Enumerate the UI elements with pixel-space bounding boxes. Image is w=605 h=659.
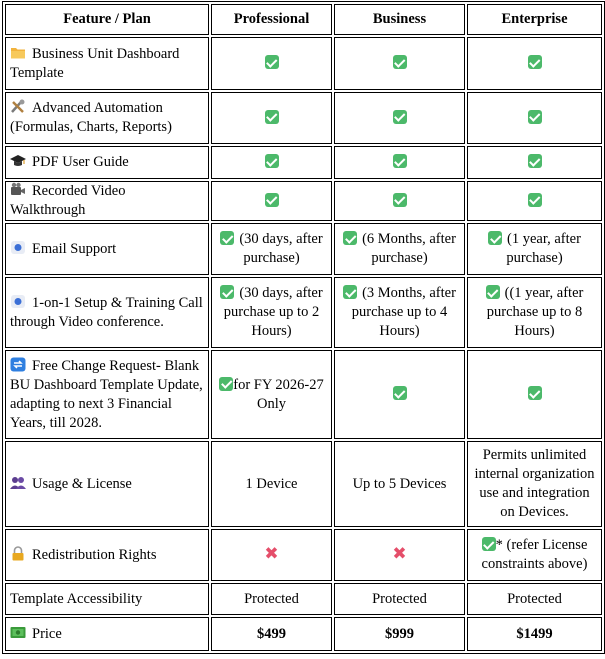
check-icon bbox=[528, 193, 542, 207]
check-icon bbox=[265, 193, 279, 207]
feature-cell: Template Accessibility bbox=[5, 583, 209, 615]
feature-cell: PDF User Guide bbox=[5, 146, 209, 179]
check-icon bbox=[528, 55, 542, 69]
check-icon bbox=[220, 231, 234, 245]
video-camera-icon bbox=[10, 182, 26, 197]
cross-icon: ✖ bbox=[264, 544, 279, 564]
price-enterprise: $1499 bbox=[467, 617, 602, 651]
feature-cell: Free Change Request- Blank BU Dashboard Template Update, adapting to next 3 Financial Years, till 2028. bbox=[5, 350, 209, 439]
lock-icon bbox=[10, 546, 26, 561]
enterprise-header: Enterprise bbox=[467, 4, 602, 35]
check-icon bbox=[343, 285, 357, 299]
check-icon bbox=[528, 386, 542, 400]
table-row: Email Support (30 days, after purchase) (6 Months, after purchase) (1 year, after purchase) bbox=[5, 223, 602, 275]
users-icon bbox=[10, 475, 26, 490]
money-icon bbox=[10, 625, 26, 640]
feature-cell: 1-on-1 Setup & Training Call through Video conference. bbox=[5, 277, 209, 348]
graduation-cap-icon bbox=[10, 153, 26, 168]
feature-cell: Email Support bbox=[5, 223, 209, 275]
price-professional: $499 bbox=[211, 617, 332, 651]
check-icon bbox=[219, 377, 233, 391]
feature-cell: Redistribution Rights bbox=[5, 529, 209, 581]
table-row: Free Change Request- Blank BU Dashboard Template Update, adapting to next 3 Financial Years, till 2028. for FY 2026-27 Only bbox=[5, 350, 602, 439]
pricing-comparison-table bbox=[2, 1, 605, 654]
check-icon bbox=[528, 110, 542, 124]
blue-circle-icon bbox=[10, 294, 26, 309]
check-icon bbox=[393, 110, 407, 124]
table-row bbox=[5, 181, 602, 221]
feature-cell: Usage & License bbox=[5, 441, 209, 527]
feature-cell: Business Unit Dashboard Template bbox=[5, 37, 209, 90]
check-icon bbox=[393, 193, 407, 207]
folder-icon bbox=[10, 45, 26, 60]
check-icon bbox=[220, 285, 234, 299]
business-header: Business bbox=[334, 4, 465, 35]
feature-plan-header: Feature / Plan bbox=[5, 4, 209, 35]
table-header-row bbox=[5, 4, 602, 35]
table-row: Usage & License 1 Device Up to 5 Devices Permits unlimited internal organization use and integration on Devices. bbox=[5, 441, 602, 527]
check-icon bbox=[528, 154, 542, 168]
table-row bbox=[5, 37, 602, 90]
professional-header: Professional bbox=[211, 4, 332, 35]
check-icon bbox=[482, 537, 496, 551]
table-row: Template Accessibility Protected Protected Protected bbox=[5, 583, 602, 615]
table-row: 1-on-1 Setup & Training Call through Video conference. (30 days, after purchase up to 2 Hours) (3 Months, after purchase up to 4 Hours) ((1 year, after purchase up to 8 Hours) bbox=[5, 277, 602, 348]
feature-cell: Recorded Video Walkthrough bbox=[5, 181, 209, 221]
feature-cell: Price bbox=[5, 617, 209, 651]
check-icon bbox=[393, 386, 407, 400]
check-icon bbox=[265, 110, 279, 124]
check-icon bbox=[343, 231, 357, 245]
table-row bbox=[5, 617, 602, 651]
tools-icon bbox=[10, 99, 26, 114]
repeat-icon bbox=[10, 357, 26, 372]
check-icon bbox=[393, 55, 407, 69]
check-icon bbox=[265, 154, 279, 168]
table-row bbox=[5, 146, 602, 179]
price-business: $999 bbox=[334, 617, 465, 651]
cross-icon: ✖ bbox=[392, 544, 407, 564]
blue-circle-icon bbox=[10, 240, 26, 255]
table-row: Redistribution Rights ✖ ✖ * (refer License constraints above) bbox=[5, 529, 602, 581]
feature-cell: Advanced Automation (Formulas, Charts, Reports) bbox=[5, 92, 209, 144]
check-icon bbox=[486, 285, 500, 299]
check-icon bbox=[488, 231, 502, 245]
check-icon bbox=[393, 154, 407, 168]
check-icon bbox=[265, 55, 279, 69]
table-row bbox=[5, 92, 602, 144]
